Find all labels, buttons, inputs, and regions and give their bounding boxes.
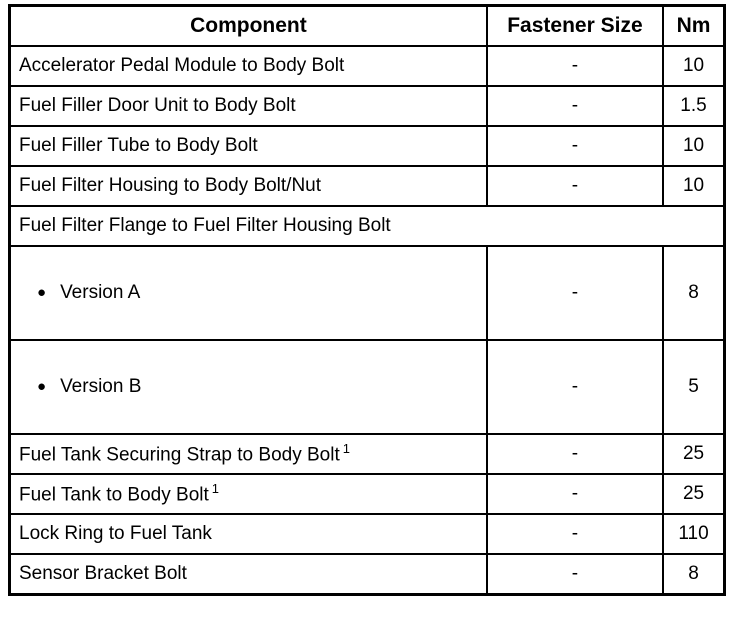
table-row [10,554,725,595]
component-label: Fuel Tank Securing Strap to Body Bolt [19,444,340,466]
cell-fastener-size: - [487,46,663,86]
table-row [10,434,725,474]
cell-nm: 5 [663,340,724,434]
cell-fastener-size: - [487,514,663,554]
cell-nm: 10 [663,126,724,166]
cell-component [10,474,487,514]
footnote-marker: 1 [211,480,219,496]
component-label: Lock Ring to Fuel Tank [19,522,212,544]
table-row [10,46,725,86]
cell-fastener-size: - [487,86,663,126]
cell-fastener-size: - [487,474,663,514]
version-b-label: Version B [60,375,142,397]
cell-component [10,514,487,554]
table-header [10,6,725,47]
bullet-icon: ● [37,377,47,395]
component-label: Sensor Bracket Bolt [19,562,187,584]
cell-component: Fuel Filler Door Unit to Body Bolt [10,86,487,126]
table-row [10,340,725,434]
table-body [10,46,725,595]
cell-component [10,434,487,474]
cell-nm: 25 [663,474,724,514]
table-group-header-row [10,206,725,246]
cell-fastener-size: - [487,246,663,340]
version-a-label: Version A [60,281,141,303]
table-row [10,474,725,514]
table-row [10,86,725,126]
component-label: Fuel Tank to Body Bolt [19,484,209,506]
table-row [10,514,725,554]
cell-component-version-b [10,340,487,434]
cell-nm: 10 [663,46,724,86]
cell-component: Fuel Filter Housing to Body Bolt/Nut [10,166,487,206]
bullet-icon: ● [37,283,47,301]
footnote-marker: 1 [342,440,350,456]
cell-fastener-size: - [487,340,663,434]
column-header-component: Component [10,6,487,47]
cell-nm: 1.5 [663,86,724,126]
cell-nm: 10 [663,166,724,206]
cell-nm: 8 [663,554,724,595]
cell-fastener-size: - [487,126,663,166]
cell-nm: 25 [663,434,724,474]
table-row [10,246,725,340]
table-header-row [10,6,725,47]
column-header-fastener-size: Fastener Size [487,6,663,47]
cell-fastener-size: - [487,166,663,206]
table-row [10,166,725,206]
cell-component-version-a [10,246,487,340]
cell-nm: 110 [663,514,724,554]
cell-group-title: Fuel Filter Flange to Fuel Filter Housing Bolt [10,206,725,246]
column-header-nm: Nm [663,6,724,47]
cell-component: Fuel Filler Tube to Body Bolt [10,126,487,166]
cell-component [10,554,487,595]
cell-nm: 8 [663,246,724,340]
cell-component: Accelerator Pedal Module to Body Bolt [10,46,487,86]
cell-fastener-size: - [487,554,663,595]
torque-specification-table [8,4,726,596]
table-row [10,126,725,166]
cell-fastener-size: - [487,434,663,474]
